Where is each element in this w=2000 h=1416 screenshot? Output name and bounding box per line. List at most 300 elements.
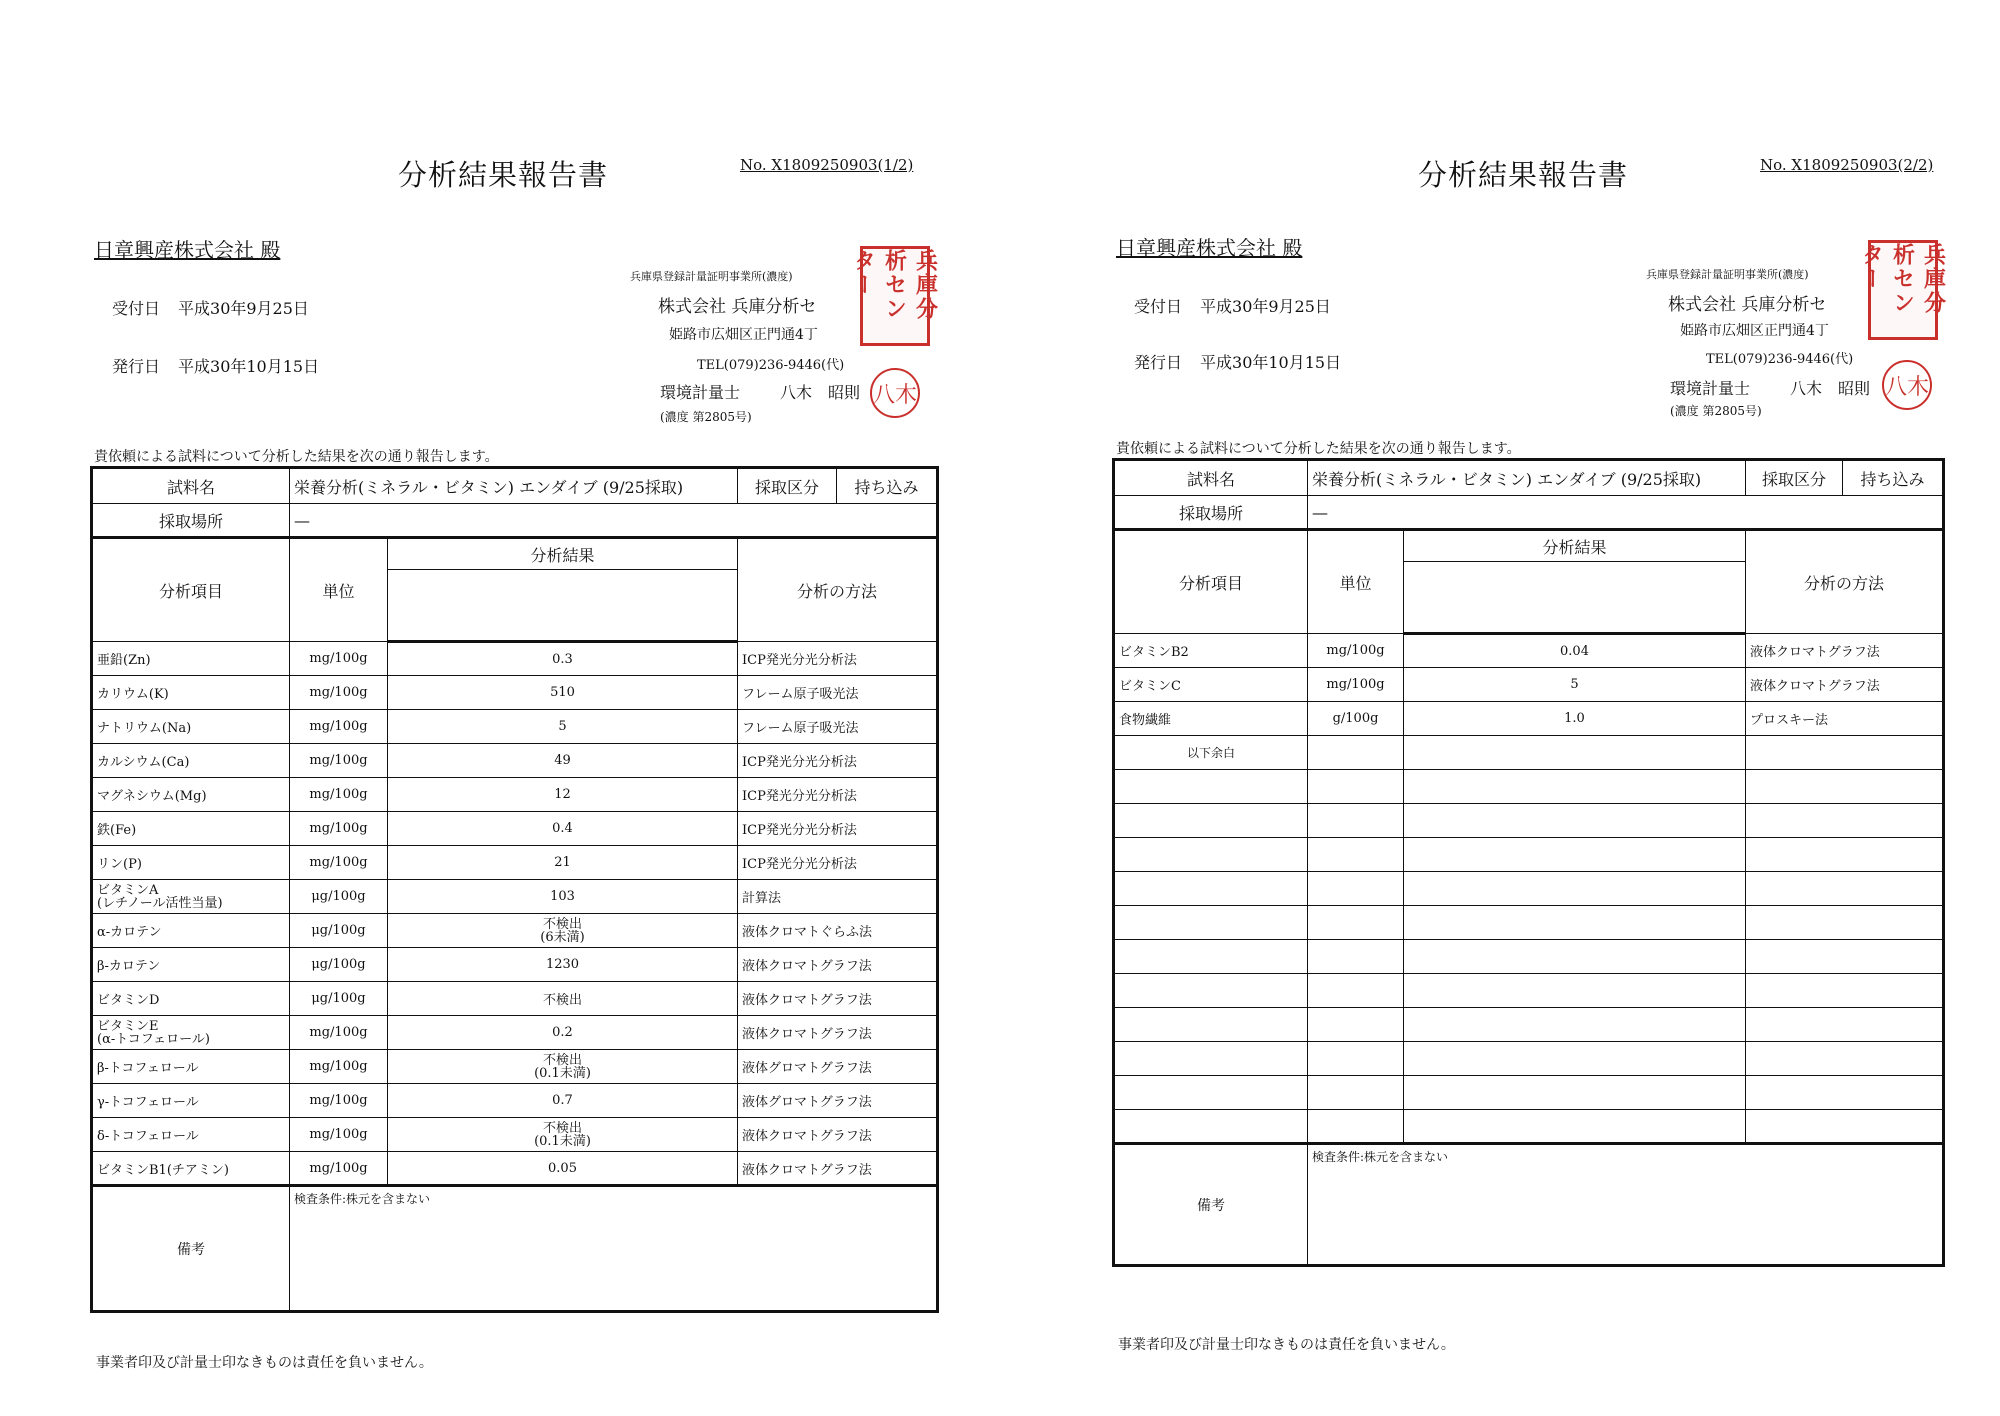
method-value: 液体クロマトグラフ法 — [742, 1129, 872, 1144]
unit-cell — [290, 846, 388, 880]
result-cell — [388, 744, 738, 778]
blank-cell — [1746, 974, 1944, 1008]
analysis-item — [1114, 702, 1308, 736]
blank-cell — [1308, 872, 1404, 906]
analysis-item-name: 鉄(Fe) — [97, 823, 137, 838]
analysis-item — [92, 846, 290, 880]
blank-cell — [1404, 736, 1746, 770]
personal-seal: 八木 — [1882, 360, 1932, 410]
blank-cell — [1114, 906, 1308, 940]
method-value: ICP発光分光分析法 — [742, 789, 857, 804]
footer-note: 事業者印及び計量士印なきものは責任を負いません。 — [96, 1355, 433, 1371]
sampling-place-label: 採取場所 — [92, 504, 290, 538]
unit-value: mg/100g — [309, 1025, 368, 1040]
method-value: 液体クロマトグラフ法 — [1750, 679, 1880, 694]
sampling-class: 持ち込み — [1860, 469, 1925, 489]
sample-name: 栄養分析(ミネラル・ビタミン) エンダイブ (9/25採取) — [1312, 469, 1702, 489]
analysis-item — [92, 1152, 290, 1186]
method-cell — [738, 1084, 938, 1118]
sampling-class-label: 採取区分 — [1746, 461, 1843, 495]
unit-cell — [290, 1016, 388, 1050]
issued-date-line — [112, 354, 319, 377]
result-header: 分析結果 — [388, 538, 738, 570]
measurer-registration: (濃度 第2805号) — [660, 410, 752, 424]
report-page-2 — [1034, 0, 2000, 1416]
method-value: 液体グロマトグラフ法 — [742, 1095, 872, 1110]
method-cell — [738, 1118, 938, 1152]
analysis-item — [92, 914, 290, 948]
table-row — [92, 948, 938, 982]
measurer-name: 八木 昭則 — [780, 383, 861, 402]
blank-row — [1114, 1008, 1944, 1042]
unit-cell — [290, 1152, 388, 1186]
remarks-row — [1114, 1144, 1944, 1266]
lab-tel: TEL(079)236-9446(代) — [697, 358, 845, 373]
result-value: 5 — [1570, 677, 1579, 692]
analysis-item-name: マグネシウム(Mg) — [97, 789, 207, 804]
table-row — [92, 1152, 938, 1186]
method-value: 液体クロマトグラフ法 — [742, 1027, 872, 1042]
blank-cell — [1746, 1042, 1944, 1076]
analysis-item-name: 亜鉛(Zn) — [97, 653, 151, 668]
issued-date: 平成30年10月15日 — [178, 357, 320, 376]
result-value: 不検出 — [542, 993, 582, 1008]
table-row — [92, 1050, 938, 1084]
blank-cell — [1114, 736, 1308, 770]
blank-row — [1114, 872, 1944, 906]
result-cell — [388, 642, 738, 676]
analysis-item-name: リン(P) — [97, 857, 142, 872]
blank-row — [1114, 906, 1944, 940]
blank-cell — [1746, 1076, 1944, 1110]
table-row — [92, 880, 938, 914]
method-cell — [738, 914, 938, 948]
result-value: 不検出 — [542, 916, 582, 932]
method-cell — [738, 1016, 938, 1050]
sampling-place: — — [290, 504, 938, 538]
blank-cell — [1308, 940, 1404, 974]
analysis-item-name: γ-トコフェロール — [97, 1095, 199, 1110]
analysis-item — [92, 982, 290, 1016]
issued-label: 発行日 — [112, 357, 161, 376]
table-row — [1114, 634, 1944, 668]
remarks-label: 備考 — [1114, 1144, 1308, 1266]
table-row — [92, 846, 938, 880]
column-header-row — [1114, 530, 1944, 562]
company-seal: 兵庫分析センター — [860, 246, 930, 346]
blank-cell — [1746, 770, 1944, 804]
method-cell — [1746, 668, 1944, 702]
table-row — [92, 1016, 938, 1050]
blank-cell — [1746, 804, 1944, 838]
analysis-item-name: β-トコフェロール — [97, 1061, 199, 1076]
footer-note: 事業者印及び計量士印なきものは責任を負いません。 — [1118, 1337, 1455, 1353]
result-cell — [388, 812, 738, 846]
result-value: 0.7 — [552, 1093, 573, 1108]
unit-cell — [290, 948, 388, 982]
sampling-place-row — [92, 504, 938, 538]
measurer-signature — [660, 380, 860, 403]
blank-remainder-label: 以下余白 — [1186, 746, 1235, 760]
result-cell — [388, 948, 738, 982]
sampling-class: 持ち込み — [854, 477, 919, 497]
blank-cell — [1114, 1008, 1308, 1042]
table-row — [92, 744, 938, 778]
unit-cell — [290, 880, 388, 914]
unit-value: mg/100g — [309, 685, 368, 700]
result-cell — [388, 1016, 738, 1050]
unit-cell — [1308, 702, 1404, 736]
method-value: プロスキー法 — [1750, 713, 1829, 728]
result-cell — [1404, 702, 1746, 736]
result-value: 1230 — [545, 957, 580, 972]
sampling-place: — — [1308, 496, 1944, 530]
unit-value: μg/100g — [311, 991, 366, 1006]
result-value: 5 — [558, 719, 567, 734]
analysis-item-subname: (レチノール活性当量) — [97, 895, 223, 911]
sample-name-label: 試料名 — [92, 468, 290, 504]
blank-cell — [1308, 804, 1404, 838]
result-cell — [388, 982, 738, 1016]
blank-cell — [1114, 1076, 1308, 1110]
unit-value: mg/100g — [309, 787, 368, 802]
received-label: 受付日 — [1134, 297, 1183, 316]
table-row — [1114, 702, 1944, 736]
result-value: 1.0 — [1564, 711, 1585, 726]
method-value: ICP発光分光分析法 — [742, 823, 857, 838]
analysis-item-name: δ-トコフェロール — [97, 1129, 199, 1144]
results-table — [1112, 458, 1945, 1267]
analysis-item — [92, 642, 290, 676]
result-subheader-blank — [1404, 562, 1746, 634]
blank-cell — [1746, 1110, 1944, 1144]
blank-cell — [1404, 1042, 1746, 1076]
lab-tel: TEL(079)236-9446(代) — [1706, 352, 1854, 367]
report-title: 分析結果報告書 — [1418, 158, 1629, 192]
unit-value: mg/100g — [309, 855, 368, 870]
blank-row — [1114, 770, 1944, 804]
issued-label: 発行日 — [1134, 353, 1183, 372]
method-cell — [738, 710, 938, 744]
blank-cell — [1404, 974, 1746, 1008]
analysis-item-subname: (α-トコフェロール) — [97, 1031, 210, 1047]
blank-cell — [1746, 838, 1944, 872]
analysis-item — [92, 1118, 290, 1152]
table-row — [92, 982, 938, 1016]
result-detail: (0.1未満) — [534, 1065, 591, 1081]
unit-cell — [1308, 634, 1404, 668]
method-cell — [738, 676, 938, 710]
method-value: 液体クロマトグラフ法 — [742, 993, 872, 1008]
unit-value: mg/100g — [309, 1127, 368, 1142]
result-cell — [1404, 634, 1746, 668]
company-seal: 兵庫分析センター — [1868, 240, 1938, 340]
analysis-item — [92, 812, 290, 846]
unit-cell — [290, 642, 388, 676]
result-cell — [388, 676, 738, 710]
unit-value: mg/100g — [309, 1059, 368, 1074]
blank-cell — [1308, 1008, 1404, 1042]
table-row — [92, 812, 938, 846]
analysis-item-name: ビタミンD — [97, 993, 160, 1008]
method-cell — [738, 642, 938, 676]
sample-name-row — [92, 468, 938, 504]
table-row — [92, 676, 938, 710]
blank-cell — [1404, 1110, 1746, 1144]
result-value: 0.4 — [552, 821, 573, 836]
method-cell — [738, 948, 938, 982]
result-cell — [1404, 668, 1746, 702]
method-value: 液体グロマトグラフ法 — [742, 1061, 872, 1076]
unit-value: mg/100g — [1326, 643, 1385, 658]
result-value: 510 — [550, 685, 575, 700]
result-detail: (0.1未満) — [534, 1133, 591, 1149]
unit-value: mg/100g — [1326, 677, 1385, 692]
blank-cell — [1114, 1042, 1308, 1076]
method-value: ICP発光分光分析法 — [742, 755, 857, 770]
analysis-item-name: ビタミンA — [97, 882, 159, 898]
analysis-item — [92, 1050, 290, 1084]
analysis-item-name: カルシウム(Ca) — [97, 755, 190, 770]
result-cell — [388, 846, 738, 880]
blank-cell — [1308, 736, 1404, 770]
sampling-class-label: 採取区分 — [738, 469, 837, 503]
column-header-row — [92, 538, 938, 570]
received-date: 平成30年9月25日 — [1200, 297, 1331, 316]
client-name: 日章興産株式会社 殿 — [94, 238, 281, 262]
table-row — [92, 914, 938, 948]
method-value: フレーム原子吸光法 — [742, 721, 859, 736]
result-value: 不検出 — [542, 1052, 582, 1068]
issued-date-line — [1134, 350, 1341, 373]
analysis-item — [92, 880, 290, 914]
item-header: 分析項目 — [1114, 530, 1308, 634]
blank-cell — [1746, 872, 1944, 906]
lab-registration: 兵庫県登録計量証明事業所(濃度) — [1646, 268, 1809, 281]
method-value: 液体クロマトグラフ法 — [742, 959, 872, 974]
result-cell — [388, 880, 738, 914]
unit-value: μg/100g — [311, 957, 366, 972]
unit-value: mg/100g — [309, 1093, 368, 1108]
unit-value: mg/100g — [309, 753, 368, 768]
analysis-item-name: ビタミンE — [97, 1018, 159, 1034]
method-cell — [738, 744, 938, 778]
remarks-text: 検査条件:株元を含まない — [290, 1186, 938, 1312]
measurer-title: 環境計量士 — [1670, 379, 1751, 398]
table-row — [92, 778, 938, 812]
blank-cell — [1114, 974, 1308, 1008]
blank-cell — [1746, 906, 1944, 940]
unit-cell — [290, 914, 388, 948]
sample-name: 栄養分析(ミネラル・ビタミン) エンダイブ (9/25採取) — [294, 477, 684, 497]
unit-cell — [290, 982, 388, 1016]
blank-cell — [1308, 974, 1404, 1008]
result-cell — [388, 778, 738, 812]
blank-cell — [1114, 804, 1308, 838]
method-cell — [738, 982, 938, 1016]
analysis-item — [1114, 634, 1308, 668]
unit-value: mg/100g — [309, 719, 368, 734]
method-header: 分析の方法 — [1746, 530, 1944, 634]
result-cell — [388, 1084, 738, 1118]
results-table — [90, 466, 939, 1313]
blank-cell — [1114, 770, 1308, 804]
results-body — [92, 642, 938, 1186]
sample-name-label: 試料名 — [1114, 460, 1308, 496]
table-row — [92, 642, 938, 676]
blank-cell — [1404, 940, 1746, 974]
blank-row — [1114, 804, 1944, 838]
document-number: No. X1809250903(2/2) — [1760, 156, 1934, 174]
result-cell — [388, 710, 738, 744]
method-header: 分析の方法 — [738, 538, 938, 642]
method-cell — [738, 1050, 938, 1084]
blank-cell — [1308, 1076, 1404, 1110]
blank-cell — [1114, 838, 1308, 872]
lab-name: 株式会社 兵庫分析セ — [658, 297, 817, 317]
analysis-item-name: ビタミンB2 — [1119, 645, 1189, 660]
method-value: 液体クロマトグラフ法 — [1750, 645, 1880, 660]
received-label: 受付日 — [112, 299, 161, 318]
analysis-item — [92, 1016, 290, 1050]
issued-date: 平成30年10月15日 — [1200, 353, 1342, 372]
blank-row — [1114, 974, 1944, 1008]
result-cell — [388, 1050, 738, 1084]
remarks-label: 備考 — [92, 1186, 290, 1312]
method-cell — [738, 880, 938, 914]
result-value: 12 — [554, 787, 571, 802]
blank-row — [1114, 1076, 1944, 1110]
unit-header: 単位 — [1308, 530, 1404, 634]
blank-cell — [1404, 804, 1746, 838]
blank-cell — [1404, 906, 1746, 940]
blank-cell — [1114, 872, 1308, 906]
blank-row — [1114, 940, 1944, 974]
method-value: ICP発光分光分析法 — [742, 857, 857, 872]
method-cell — [738, 778, 938, 812]
analysis-item-name: 食物繊維 — [1119, 713, 1172, 728]
received-date: 平成30年9月25日 — [178, 299, 309, 318]
method-cell — [1746, 702, 1944, 736]
measurer-signature — [1670, 376, 1870, 399]
analysis-item — [92, 778, 290, 812]
blank-cell — [1404, 1008, 1746, 1042]
blank-row — [1114, 1110, 1944, 1144]
blank-row — [1114, 736, 1944, 770]
result-value: 0.05 — [548, 1160, 577, 1176]
blank-cell — [1308, 1110, 1404, 1144]
intro-text: 貴依頼による試料について分析した結果を次の通り報告します。 — [1116, 441, 1521, 457]
analysis-item — [1114, 668, 1308, 702]
analysis-item-name: ビタミンC — [1119, 679, 1181, 694]
method-value: フレーム原子吸光法 — [742, 687, 859, 702]
blank-cell — [1114, 1110, 1308, 1144]
blank-cell — [1308, 838, 1404, 872]
blank-cell — [1404, 770, 1746, 804]
lab-address: 姫路市広畑区正門通4丁 — [669, 327, 818, 343]
table-row — [92, 710, 938, 744]
method-value: 計算法 — [742, 891, 782, 906]
result-cell — [388, 914, 738, 948]
blank-cell — [1404, 1076, 1746, 1110]
blank-cell — [1746, 736, 1944, 770]
result-header: 分析結果 — [1404, 530, 1746, 562]
blank-cell — [1746, 1008, 1944, 1042]
personal-seal: 八木 — [870, 368, 920, 418]
unit-cell — [290, 1050, 388, 1084]
unit-cell — [290, 710, 388, 744]
unit-cell — [290, 1118, 388, 1152]
analysis-item — [92, 948, 290, 982]
result-subheader-blank — [388, 570, 738, 642]
analysis-item — [92, 710, 290, 744]
blank-row — [1114, 838, 1944, 872]
measurer-title: 環境計量士 — [660, 383, 741, 402]
results-body — [1114, 634, 1944, 1144]
unit-value: g/100g — [1332, 711, 1379, 726]
blank-cell — [1114, 940, 1308, 974]
method-cell — [1746, 634, 1944, 668]
lab-registration: 兵庫県登録計量証明事業所(濃度) — [630, 270, 793, 283]
analysis-item-name: β-カロテン — [97, 959, 161, 974]
result-cell — [388, 1152, 738, 1186]
method-cell — [738, 846, 938, 880]
result-value: 21 — [554, 855, 571, 870]
blank-cell — [1308, 906, 1404, 940]
blank-cell — [1308, 770, 1404, 804]
intro-text: 貴依頼による試料について分析した結果を次の通り報告します。 — [94, 449, 499, 465]
result-cell — [388, 1118, 738, 1152]
result-value: 103 — [550, 889, 575, 904]
unit-cell — [290, 676, 388, 710]
result-value: 不検出 — [542, 1120, 582, 1136]
blank-row — [1114, 1042, 1944, 1076]
result-detail: (6未満) — [540, 929, 585, 945]
blank-cell — [1308, 1042, 1404, 1076]
measurer-name: 八木 昭則 — [1790, 379, 1871, 398]
unit-header: 単位 — [290, 538, 388, 642]
analysis-item-name: ビタミンB1(チアミン) — [97, 1162, 229, 1178]
remarks-row — [92, 1186, 938, 1312]
analysis-item-name: α-カロテン — [97, 925, 162, 940]
method-cell — [738, 812, 938, 846]
blank-cell — [1404, 838, 1746, 872]
method-value: 液体クロマトグラフ法 — [742, 1162, 872, 1178]
table-row — [1114, 668, 1944, 702]
measurer-registration: (濃度 第2805号) — [1670, 404, 1762, 418]
unit-cell — [290, 812, 388, 846]
method-value: ICP発光分光分析法 — [742, 653, 857, 668]
analysis-item — [92, 744, 290, 778]
result-value: 0.2 — [552, 1025, 573, 1040]
unit-cell — [290, 778, 388, 812]
unit-value: μg/100g — [311, 923, 366, 938]
unit-value: mg/100g — [309, 651, 368, 666]
unit-value: μg/100g — [311, 889, 366, 904]
method-value: 液体クロマトぐらふ法 — [742, 925, 873, 940]
table-row — [92, 1118, 938, 1152]
analysis-item — [92, 1084, 290, 1118]
analysis-item-name: ナトリウム(Na) — [97, 721, 192, 736]
unit-cell — [290, 1084, 388, 1118]
unit-cell — [290, 744, 388, 778]
sample-name-row — [1114, 460, 1944, 496]
lab-address: 姫路市広畑区正門通4丁 — [1680, 323, 1829, 339]
method-cell — [738, 1152, 938, 1186]
result-value: 49 — [554, 753, 571, 768]
document-number: No. X1809250903(1/2) — [740, 156, 914, 174]
analysis-item-name: カリウム(K) — [97, 687, 169, 702]
